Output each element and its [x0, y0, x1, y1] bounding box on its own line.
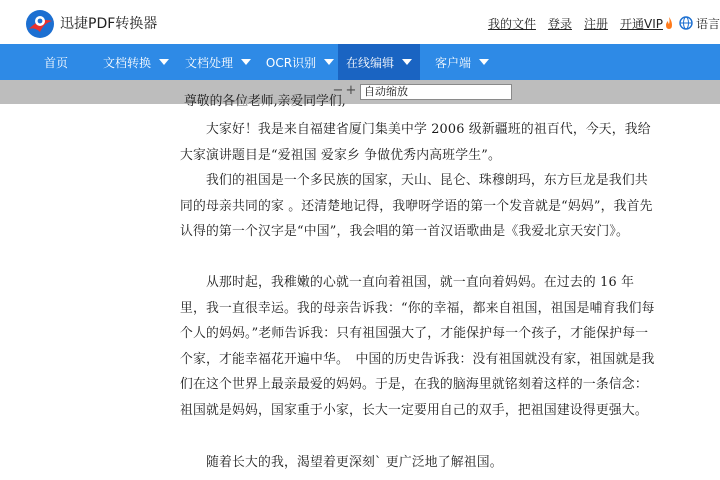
nav-document-process[interactable]: [178, 44, 258, 80]
my-files-link[interactable]: 我的文件: [487, 16, 536, 31]
top-header: [0, 0, 720, 44]
nav-online-edit-label: 在线编辑: [345, 55, 394, 70]
caret-down-icon: [402, 59, 412, 65]
caret-down-icon: [241, 59, 251, 65]
caret-down-icon: [159, 59, 169, 65]
document-paragraph-3: 从那时起，我稚嫩的心就一直向着祖国，就一直向着妈妈。在过去的 16 年里，我一直很幸运。我的母亲告诉我：“你的幸福，都来自祖国，祖国是哺育我们每个人的妈妈。”老师告诉我：只有祖国强大了，才能保护每一个孩子，才能保护每一个家，才能幸福花开遍中华。 中国的历史告诉我：没有祖国就没有家，祖国就是我们在这个世界上最亲最爱的妈妈。于是，在我的脑海里就铭刻着这样的一条信念：祖国就是妈妈，国家重于小家，长大一定要用自己的双手，把祖国建设得更强大。: [180, 275, 655, 418]
app-logo-icon[interactable]: [24, 8, 56, 40]
account-links: [488, 15, 720, 31]
document-paragraph-1: 大家好！我是来自福建省厦门集美中学 2006 级新疆班的祖百代，今天，我给大家演讲题目是“爱祖国 爱家乡 争做优秀内高班学生”。: [180, 122, 651, 163]
document-paragraph-2: 我们的祖国是一个多民族的国家，天山、昆仑、珠穆朗玛，东方巨龙是我们共同的母亲共同的家 。还清楚地记得，我咿呀学语的第一个发音就是“妈妈”，我首先认得的第一个汉字是“中国”，我会唱的第一首汉语歌曲是《我爱北京天安门》。: [180, 173, 653, 239]
vip-link[interactable]: 开通VIP: [619, 16, 663, 31]
register-link[interactable]: 注册: [583, 16, 608, 31]
caret-down-icon: [324, 59, 334, 65]
nav-online-edit[interactable]: [338, 44, 420, 80]
document-cut-line: 尊敬的各位老师,亲爱同学们,: [184, 94, 346, 109]
caret-down-icon: [479, 59, 489, 65]
nav-client[interactable]: [424, 44, 500, 80]
zoom-out-button[interactable]: −: [332, 83, 344, 98]
main-nav: [0, 44, 720, 80]
nav-document-process-label: 文档处理: [184, 55, 233, 70]
app-title: 迅捷PDF转换器: [60, 16, 158, 32]
globe-icon[interactable]: [679, 16, 693, 30]
nav-client-label: 客户端: [434, 55, 471, 70]
nav-home-label: 首页: [43, 55, 68, 70]
document-paragraph-4: 随着长大的我，渴望着更深刻` 更广泛地了解祖国。: [180, 455, 503, 470]
viewer-toolbar: [0, 80, 720, 104]
nav-document-convert-label: 文档转换: [102, 55, 151, 70]
nav-home[interactable]: [24, 44, 88, 80]
nav-document-convert[interactable]: [96, 44, 176, 80]
fire-icon: [665, 17, 673, 29]
document-page: [0, 94, 720, 480]
language-link[interactable]: 语言: [695, 16, 720, 31]
zoom-in-button[interactable]: +: [345, 83, 357, 98]
zoom-select[interactable]: 自动缩放: [360, 84, 512, 100]
nav-ocr-label: OCR识别: [265, 55, 317, 70]
nav-ocr[interactable]: [260, 44, 340, 80]
login-link[interactable]: 登录: [547, 16, 572, 31]
